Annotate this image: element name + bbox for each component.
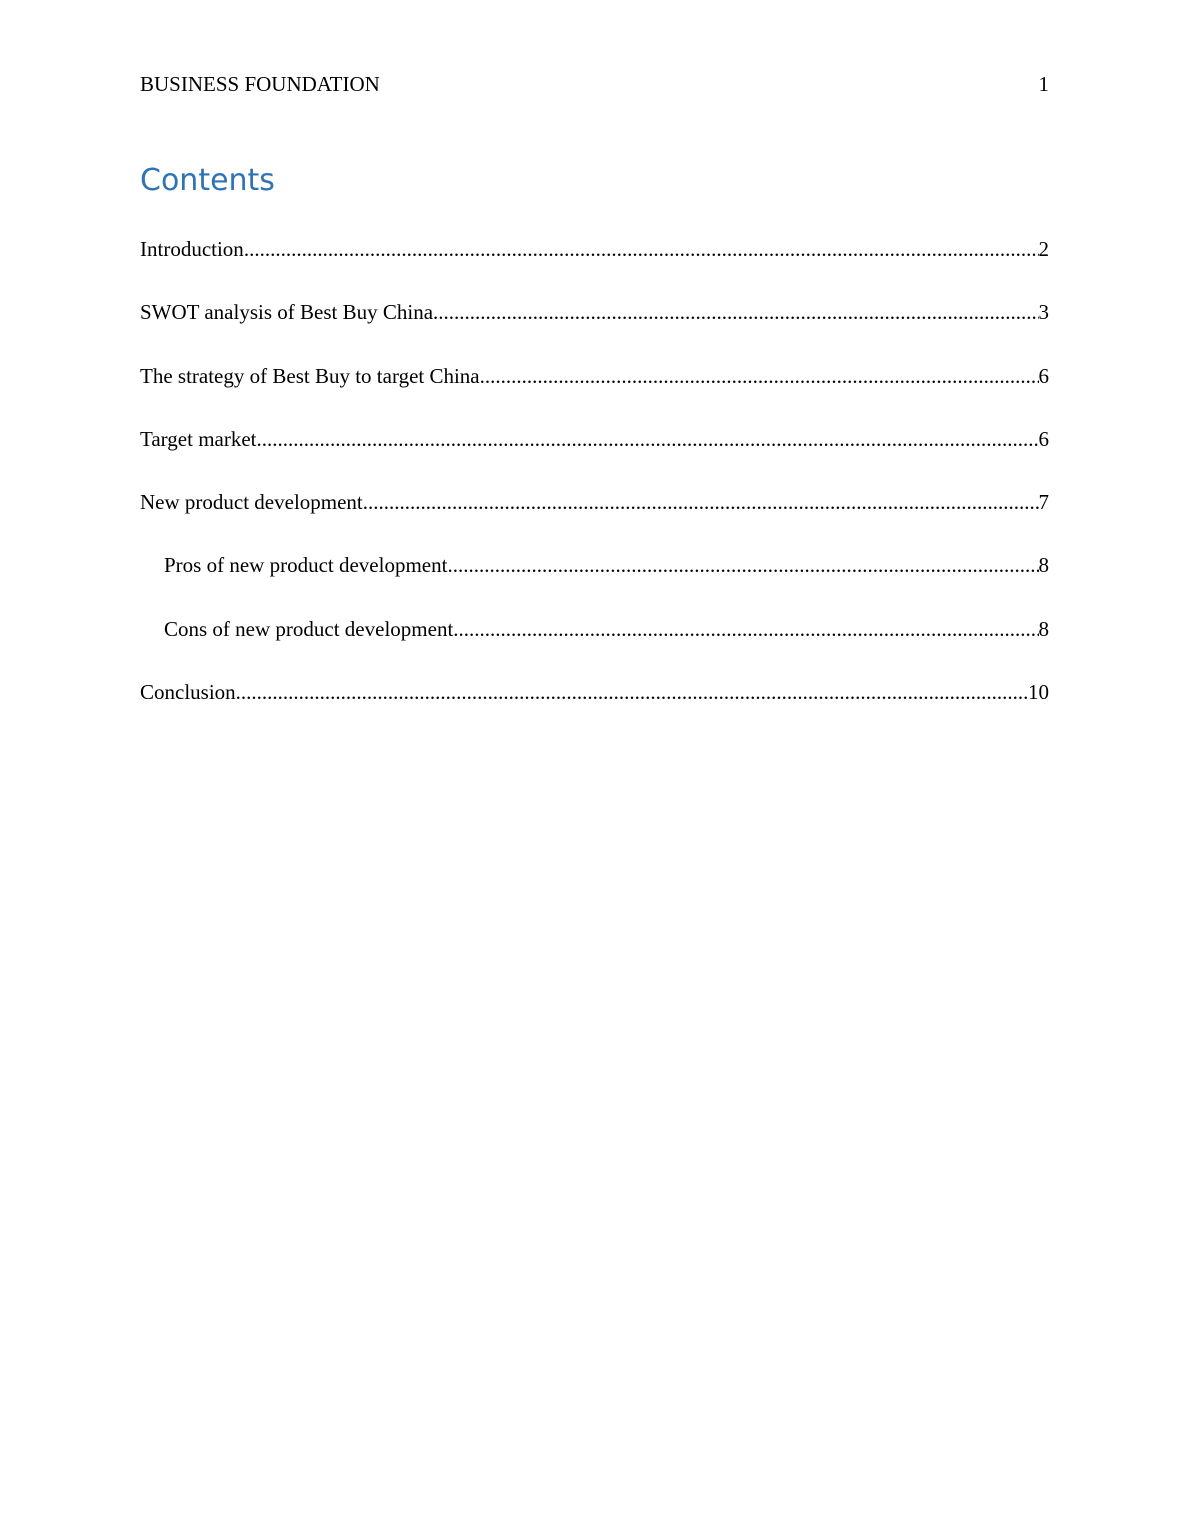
running-head: BUSINESS FOUNDATION (140, 72, 380, 96)
toc-entry-page: 7 (1038, 490, 1049, 515)
table-of-contents (140, 235, 1049, 741)
page-header (140, 70, 1049, 98)
dot-leader (433, 298, 1038, 326)
dot-leader (257, 425, 1039, 453)
toc-entry-page: 3 (1038, 300, 1049, 325)
toc-entry[interactable] (140, 298, 1049, 361)
toc-entry-page: 10 (1028, 680, 1049, 705)
toc-entry-label: New product development (140, 490, 363, 515)
toc-entry[interactable] (140, 235, 1049, 298)
toc-entry-page: 2 (1038, 237, 1049, 261)
toc-subentry[interactable] (140, 551, 1049, 614)
toc-entry-label: Introduction (140, 237, 244, 261)
toc-entry-label: The strategy of Best Buy to target China (140, 363, 480, 388)
toc-subentry[interactable] (140, 615, 1049, 678)
dot-leader (453, 615, 1038, 643)
dot-leader (363, 488, 1039, 516)
toc-entry-label: Pros of new product development (164, 553, 448, 578)
page-number: 1 (1038, 72, 1049, 96)
toc-entry-page: 8 (1038, 553, 1049, 578)
toc-entry[interactable] (140, 488, 1049, 551)
toc-entry-label: Target market (140, 426, 257, 451)
toc-entry-label: Cons of new product development (164, 616, 454, 641)
toc-entry[interactable] (140, 678, 1049, 741)
toc-entry-label: SWOT analysis of Best Buy China (140, 300, 434, 325)
toc-entry-page: 6 (1038, 363, 1049, 388)
dot-leader (447, 551, 1038, 579)
toc-entry-page: 6 (1038, 426, 1049, 451)
toc-entry-label: Conclusion (140, 680, 236, 705)
toc-entry[interactable] (140, 362, 1049, 425)
dot-leader (244, 235, 1039, 263)
toc-entry-page: 8 (1038, 616, 1049, 641)
toc-entry[interactable] (140, 425, 1049, 488)
toc-heading: Contents (140, 163, 275, 198)
dot-leader (236, 678, 1028, 706)
dot-leader (480, 362, 1039, 390)
